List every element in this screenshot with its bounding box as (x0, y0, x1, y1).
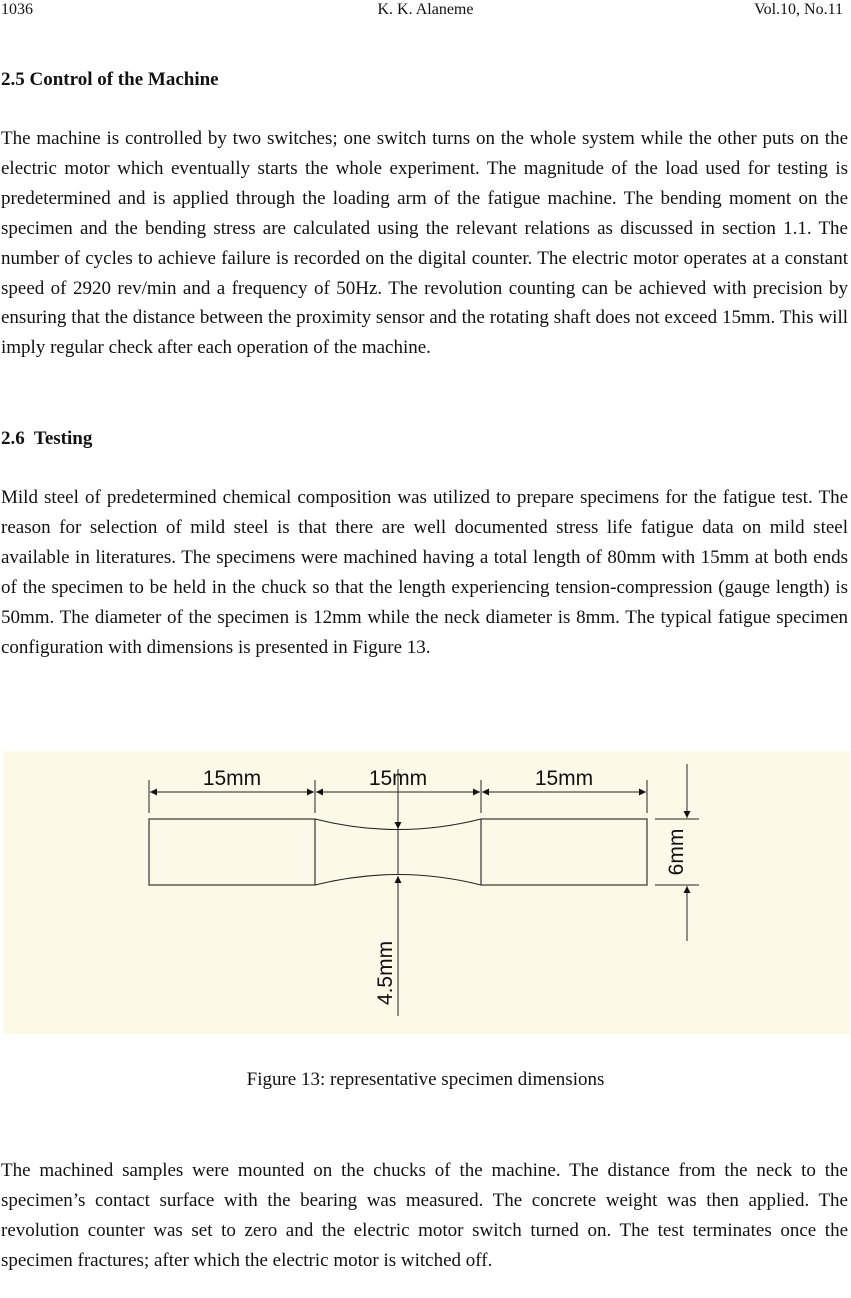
dimension-label-neck: 4.5mm (374, 940, 397, 1006)
specimen-right-grip (481, 819, 647, 885)
journal-volume: Vol.10, No.11 (754, 1, 843, 18)
section-heading-testing: 2.6 Testing (1, 428, 93, 449)
specimen-left-grip (149, 819, 315, 885)
page-number: 1036 (1, 1, 33, 18)
paragraph-control-of-machine: The machine is controlled by two switches; one switch turns on the whole system while the other puts on the electric motor which eventually starts the whole experiment. The magnitude of the load used for testing is predetermined and is applied through the loading arm of the fatigue machine. The bending moment on the specimen and the bending stress are calculated using the relevant relations as discussed in section 1.1. The number of cycles to achieve failure is recorded on the digital counter. The electric motor operates at a constant speed of 2920 rev/min and a frequency of 50Hz. The revolution counting can be achieved with precision by ensuring that the distance between the proximity sensor and the rotating shaft does not exceed 15mm. This will imply regular check after each operation of the machine. (1, 128, 848, 359)
figure-caption: Figure 13: representative specimen dimensions (246, 1069, 605, 1090)
section-heading-control: 2.5 Control of the Machine (1, 69, 219, 90)
paragraph-testing: Mild steel of predetermined chemical composition was utilized to prepare specimens for the fatigue test. The reason for selection of mild steel is that there are well documented stress life fatigue data on mild steel available in literatures. The specimens were machined having a total length of 80mm with 15mm at both ends of the specimen to be held in the chuck so that the length experiencing tension-compression (gauge length) is 50mm. The diameter of the specimen is 12mm while the neck diameter is 8mm. The typical fatigue specimen configuration with dimensions is presented in Figure 13. (1, 487, 848, 658)
dimension-label-middle: 15mm (368, 767, 428, 790)
paragraph-closing: The machined samples were mounted on the chucks of the machine. The distance from the neck to the specimen’s contact surface with the bearing was measured. The concrete weight was then applied. The revolution counter was set to zero and the electric motor switch turned on. The test terminates once the specimen fractures; after which the electric motor is witched off. (1, 1160, 848, 1271)
dimension-label-left: 15mm (202, 767, 262, 790)
dimension-lines (149, 764, 699, 1016)
running-header (0, 0, 851, 22)
dimension-label-height: 6mm (665, 828, 688, 876)
running-author: K. K. Alaneme (377, 1, 474, 18)
specimen-drawing (3, 751, 850, 1034)
dimension-label-right: 15mm (534, 767, 594, 790)
specimen-figure (3, 751, 850, 1034)
